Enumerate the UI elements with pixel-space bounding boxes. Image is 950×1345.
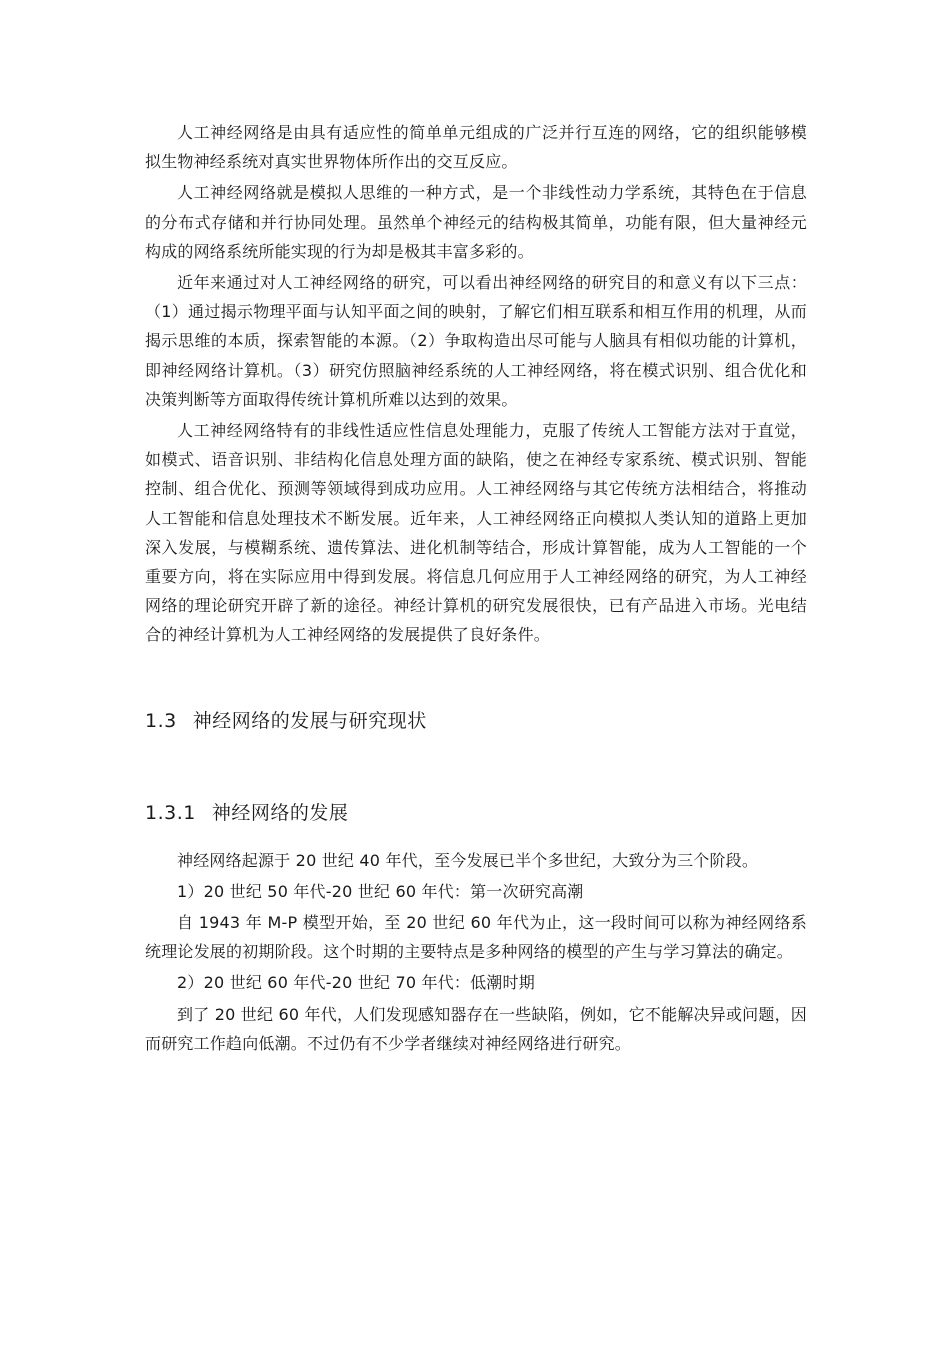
page-content — [145, 118, 807, 1060]
paragraph-intro-3: 近年来通过对人工神经网络的研究，可以看出神经网络的研究目的和意义有以下三点：（1）通过揭示物理平面与认知平面之间的映射，了解它们相互联系和相互作用的机理，从而揭示思维的本质，探索智能的本源。（2）争取构造出尽可能与人脑具有相似功能的计算机，即神经网络计算机。（3）研究仿照脑神经系统的人工神经网络，将在模式识别、组合优化和决策判断等方面取得传统计算机所难以达到的效果。 — [145, 273, 807, 409]
paragraph-history-3: 到了 20 世纪 60 年代，人们发现感知器存在一些缺陷，例如，它不能解决异或问题，因而研究工作趋向低潮。不过仍有不少学者继续对神经网络进行研究。 — [145, 1004, 807, 1053]
paragraph-intro-1: 人工神经网络是由具有适应性的简单单元组成的广泛并行互连的网络，它的组织能够模拟生物神经系统对真实世界物体所作出的交互反应。 — [145, 123, 807, 172]
subsection-title: 神经网络的发展 — [211, 801, 349, 824]
section-heading-1-3 — [145, 706, 807, 736]
section-title: 神经网络的发展与研究现状 — [192, 709, 427, 732]
paragraph-intro-4: 人工神经网络特有的非线性适应性信息处理能力，克服了传统人工智能方法对于直觉，如模式、语音识别、非结构化信息处理方面的缺陷，使之在神经专家系统、模式识别、智能控制、组合优化、预测等领域得到成功应用。人工神经网络与其它传统方法相结合，将推动人工智能和信息处理技术不断发展。近年来，人工神经网络正向模拟人类认知的道路上更加深入发展，与模糊系统、遗传算法、进化机制等结合，形成计算智能，成为人工智能的一个重要方向，将在实际应用中得到发展。将信息几何应用于人工神经网络的研究，为人工神经网络的理论研究开辟了新的途径。神经计算机的研究发展很快，已有产品进入市场。光电结合的神经计算机为人工神经网络的发展提供了良好条件。 — [145, 421, 807, 645]
subsection-heading-1-3-1 — [145, 798, 807, 828]
stage-heading-1: 1）20 世纪 50 年代-20 世纪 60 年代：第一次研究高潮 — [177, 881, 584, 901]
stage-heading-2: 2）20 世纪 60 年代-20 世纪 70 年代：低潮时期 — [177, 973, 535, 993]
paragraph-intro-2: 人工神经网络就是模拟人思维的一种方式，是一个非线性动力学系统，其特色在于信息的分布式存储和并行协同处理。虽然单个神经元的结构极其简单，功能有限，但大量神经元构成的网络系统所能实现的行为却是极其丰富多彩的。 — [145, 183, 807, 261]
subsection-number: 1.3.1 — [145, 801, 196, 824]
paragraph-history-1: 神经网络起源于 20 世纪 40 年代，至今发展已半个多世纪，大致分为三个阶段。 — [177, 850, 759, 870]
section-number: 1.3 — [145, 709, 177, 732]
paragraph-history-2: 自 1943 年 M-P 模型开始，至 20 世纪 60 年代为止，这一段时间可以称为神经网络系统理论发展的初期阶段。这个时期的主要特点是多种网络的模型的产生与学习算法的确定。 — [145, 913, 807, 962]
